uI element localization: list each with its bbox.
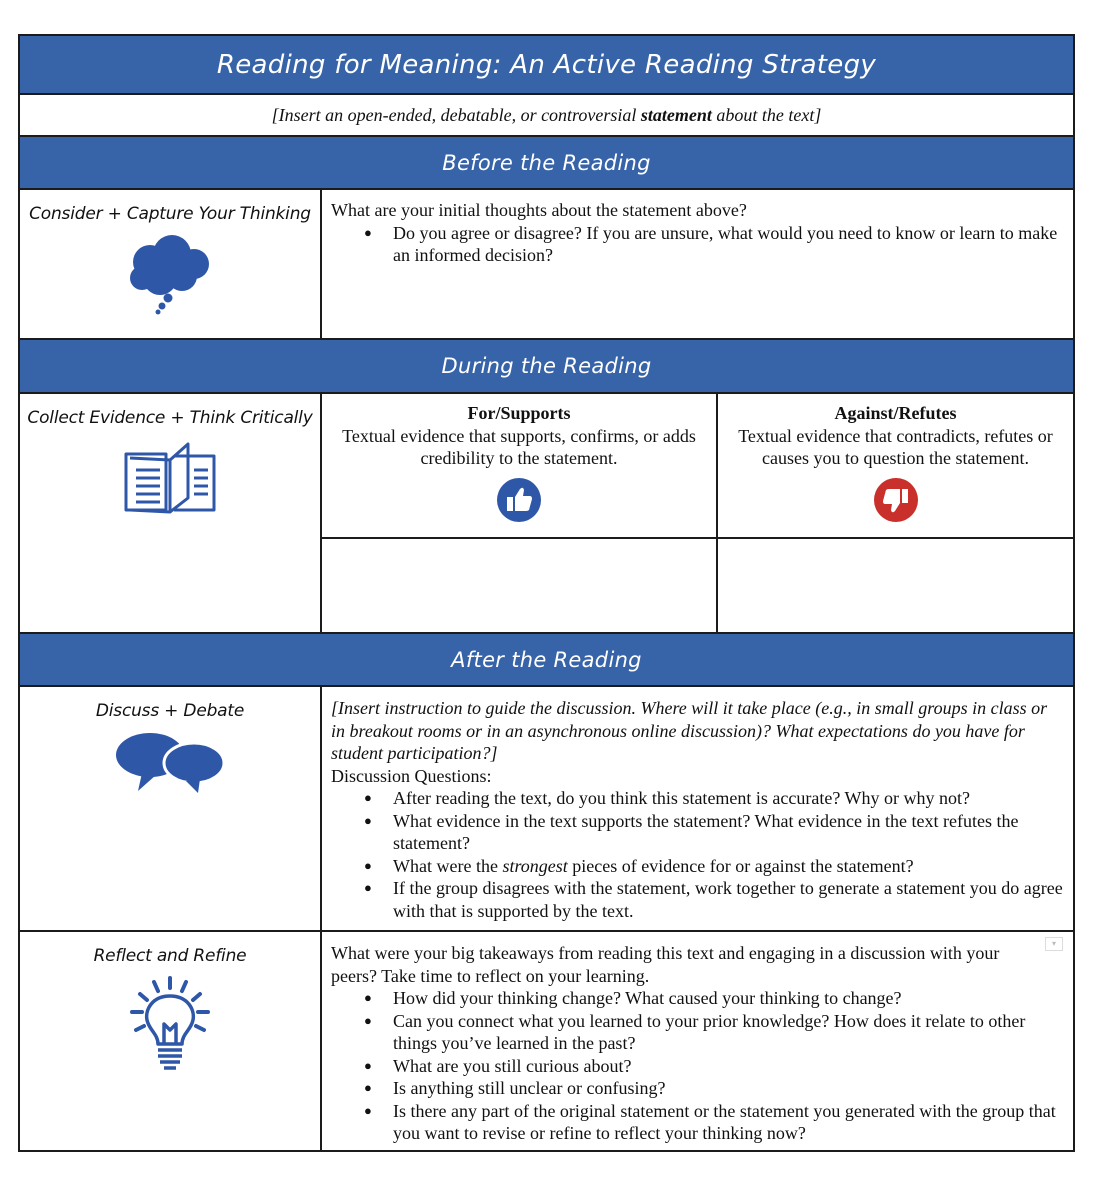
reflect-bullet: ● How did your thinking change? What caused your thinking to change? <box>393 987 1065 1010</box>
statement-suffix: about the text] <box>716 104 822 125</box>
q3-emphasis: strongest <box>502 855 568 876</box>
during-row <box>20 394 1073 634</box>
for-evidence-input[interactable] <box>324 539 716 632</box>
for-title: For/Supports <box>467 403 571 423</box>
lightbulb-icon <box>20 974 320 1078</box>
reflect-bullet: ● Can you connect what you learned to your prior knowledge? How does it relate to other things you’ve learned in the past? <box>393 1010 1065 1055</box>
open-book-icon <box>20 438 320 518</box>
before-right-cell <box>322 190 1073 338</box>
speech-bubbles-icon <box>20 731 320 795</box>
for-supports-cell <box>322 394 716 537</box>
discussion-questions <box>331 787 1065 922</box>
statement-row <box>20 95 1073 137</box>
before-heading-band <box>20 137 1073 190</box>
reflect-bullet: ● Is anything still unclear or confusing? <box>393 1077 1065 1100</box>
before-left-cell <box>20 190 322 338</box>
during-heading: During the Reading <box>441 354 652 378</box>
reflect-right-cell <box>322 932 1073 1152</box>
q3-post: pieces of evidence for or against the statement? <box>567 855 914 876</box>
discuss-row <box>20 687 1073 932</box>
reading-strategy-table <box>18 34 1075 1152</box>
before-prompt: What are your initial thoughts about the statement above? <box>331 200 747 220</box>
before-heading: Before the Reading <box>442 150 651 175</box>
before-label: Consider + Capture Your Thinking <box>29 204 311 224</box>
discussion-question: ● After reading the text, do you think this statement is accurate? Why or why not? <box>393 787 1065 810</box>
q3-pre: What were the <box>393 855 503 876</box>
against-refutes-cell <box>718 394 1073 537</box>
thought-bubble-icon <box>20 232 320 318</box>
discuss-label: Discuss + Debate <box>95 701 245 721</box>
statement-bold: statement <box>640 104 712 125</box>
against-title: Against/Refutes <box>834 403 957 423</box>
page-title: Reading for Meaning: An Active Reading Strategy <box>216 49 877 80</box>
dropdown-marker-icon[interactable]: ▾ <box>1045 937 1063 951</box>
reflect-label: Reflect and Refine <box>93 946 247 966</box>
discussion-question: ● If the group disagrees with the statement, work together to generate a statement you do agree with that is supported by the text. <box>393 877 1065 922</box>
during-label: Collect Evidence + Think Critically <box>27 408 313 428</box>
discuss-right-cell <box>322 687 1073 930</box>
discuss-instruction: [Insert instruction to guide the discussion. Where will it take place (e.g., in small groups in class or in breakout rooms or in an asynchronous online discussion)? What expectations do you have for student participation?] <box>331 698 1048 763</box>
after-heading-band <box>20 634 1073 687</box>
thumbs-down-icon <box>718 477 1073 523</box>
before-row <box>20 190 1073 340</box>
during-left-cell <box>20 394 322 632</box>
reflect-prompt: What were your big takeaways from reading this text and engaging in a discussion with your peers? Take time to reflect on your learning. <box>331 943 1000 986</box>
thumbs-up-icon <box>322 477 716 523</box>
reflect-bullets <box>331 987 1065 1145</box>
discussion-questions-label: Discussion Questions: <box>331 765 492 786</box>
after-heading: After the Reading <box>451 647 642 672</box>
reflect-row <box>20 932 1073 1152</box>
before-bullet: ● Do you agree or disagree? If you are unsure, what would you need to know or learn to make an informed decision? <box>393 222 1065 267</box>
reflect-bullet: ● Is there any part of the original statement or the statement you generated with the group that you want to revise or refine to reflect your thinking now? <box>393 1100 1065 1145</box>
reflect-left-cell <box>20 932 322 1152</box>
against-evidence-input[interactable] <box>718 539 1073 632</box>
reflect-bullet: ● What are you still curious about? <box>393 1055 1065 1078</box>
during-heading-band <box>20 340 1073 394</box>
statement-prefix: [Insert an open-ended, debatable, or controversial <box>271 104 637 125</box>
discussion-question <box>393 855 1065 878</box>
against-text: Textual evidence that contradicts, refutes or causes you to question the statement. <box>738 425 1053 468</box>
discussion-question: ● What evidence in the text supports the statement? What evidence in the text refutes the statement? <box>393 810 1065 855</box>
discuss-left-cell <box>20 687 322 930</box>
before-bullets <box>331 222 1065 267</box>
for-text: Textual evidence that supports, confirms, or adds credibility to the statement. <box>342 425 696 468</box>
title-band <box>20 36 1073 95</box>
